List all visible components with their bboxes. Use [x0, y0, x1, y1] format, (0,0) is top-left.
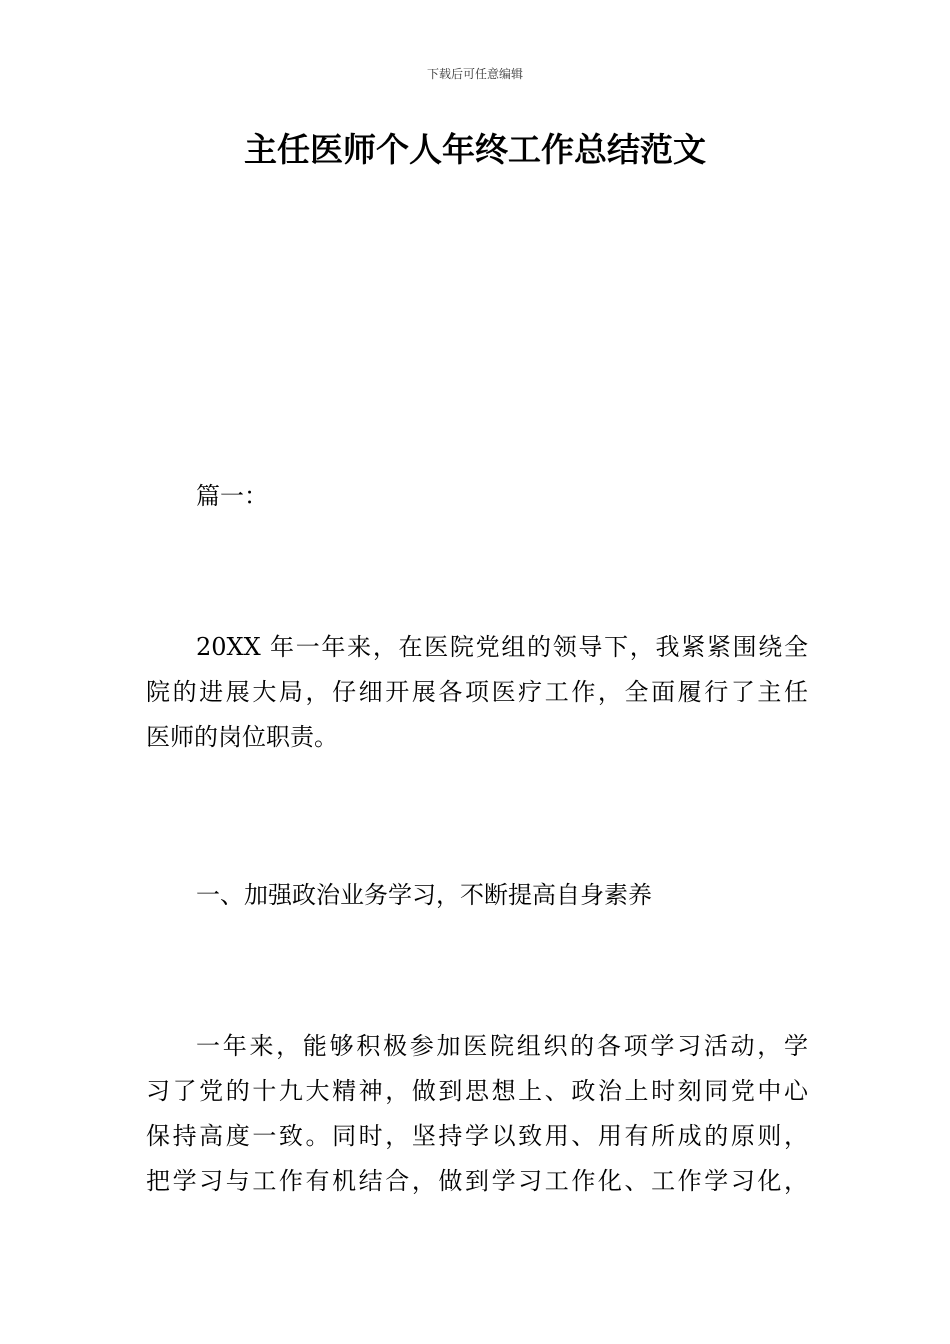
paragraph-line: 院的进展大局，仔细开展各项医疗工作，全面履行了主任	[146, 678, 808, 706]
section-heading	[146, 873, 808, 918]
section-label	[146, 474, 808, 519]
paragraph-line: 20XX 年一年来，在医院党组的领导下，我紧紧围绕全	[196, 633, 808, 661]
document-title: 主任医师个人年终工作总结范文	[244, 130, 706, 169]
paragraph-line: 把学习与工作有机结合，做到学习工作化、工作学习化，	[146, 1167, 808, 1195]
intro-paragraph	[146, 625, 808, 760]
paragraph-line: 一年来，能够积极参加医院组织的各项学习活动，学	[196, 1032, 808, 1060]
paragraph-line: 保持高度一致。同时，坚持学以致用、用有所成的原则，	[146, 1122, 808, 1150]
body-paragraph	[146, 1024, 808, 1204]
section-label-text: 篇一：	[196, 482, 268, 510]
paragraph-line: 医师的岗位职责。	[146, 723, 338, 751]
section-heading-text: 一、加强政治业务学习，不断提高自身素养	[196, 881, 652, 909]
header-note: 下载后可任意编辑	[426, 67, 523, 81]
paragraph-line: 习了党的十九大精神，做到思想上、政治上时刻同党中心	[146, 1077, 808, 1105]
